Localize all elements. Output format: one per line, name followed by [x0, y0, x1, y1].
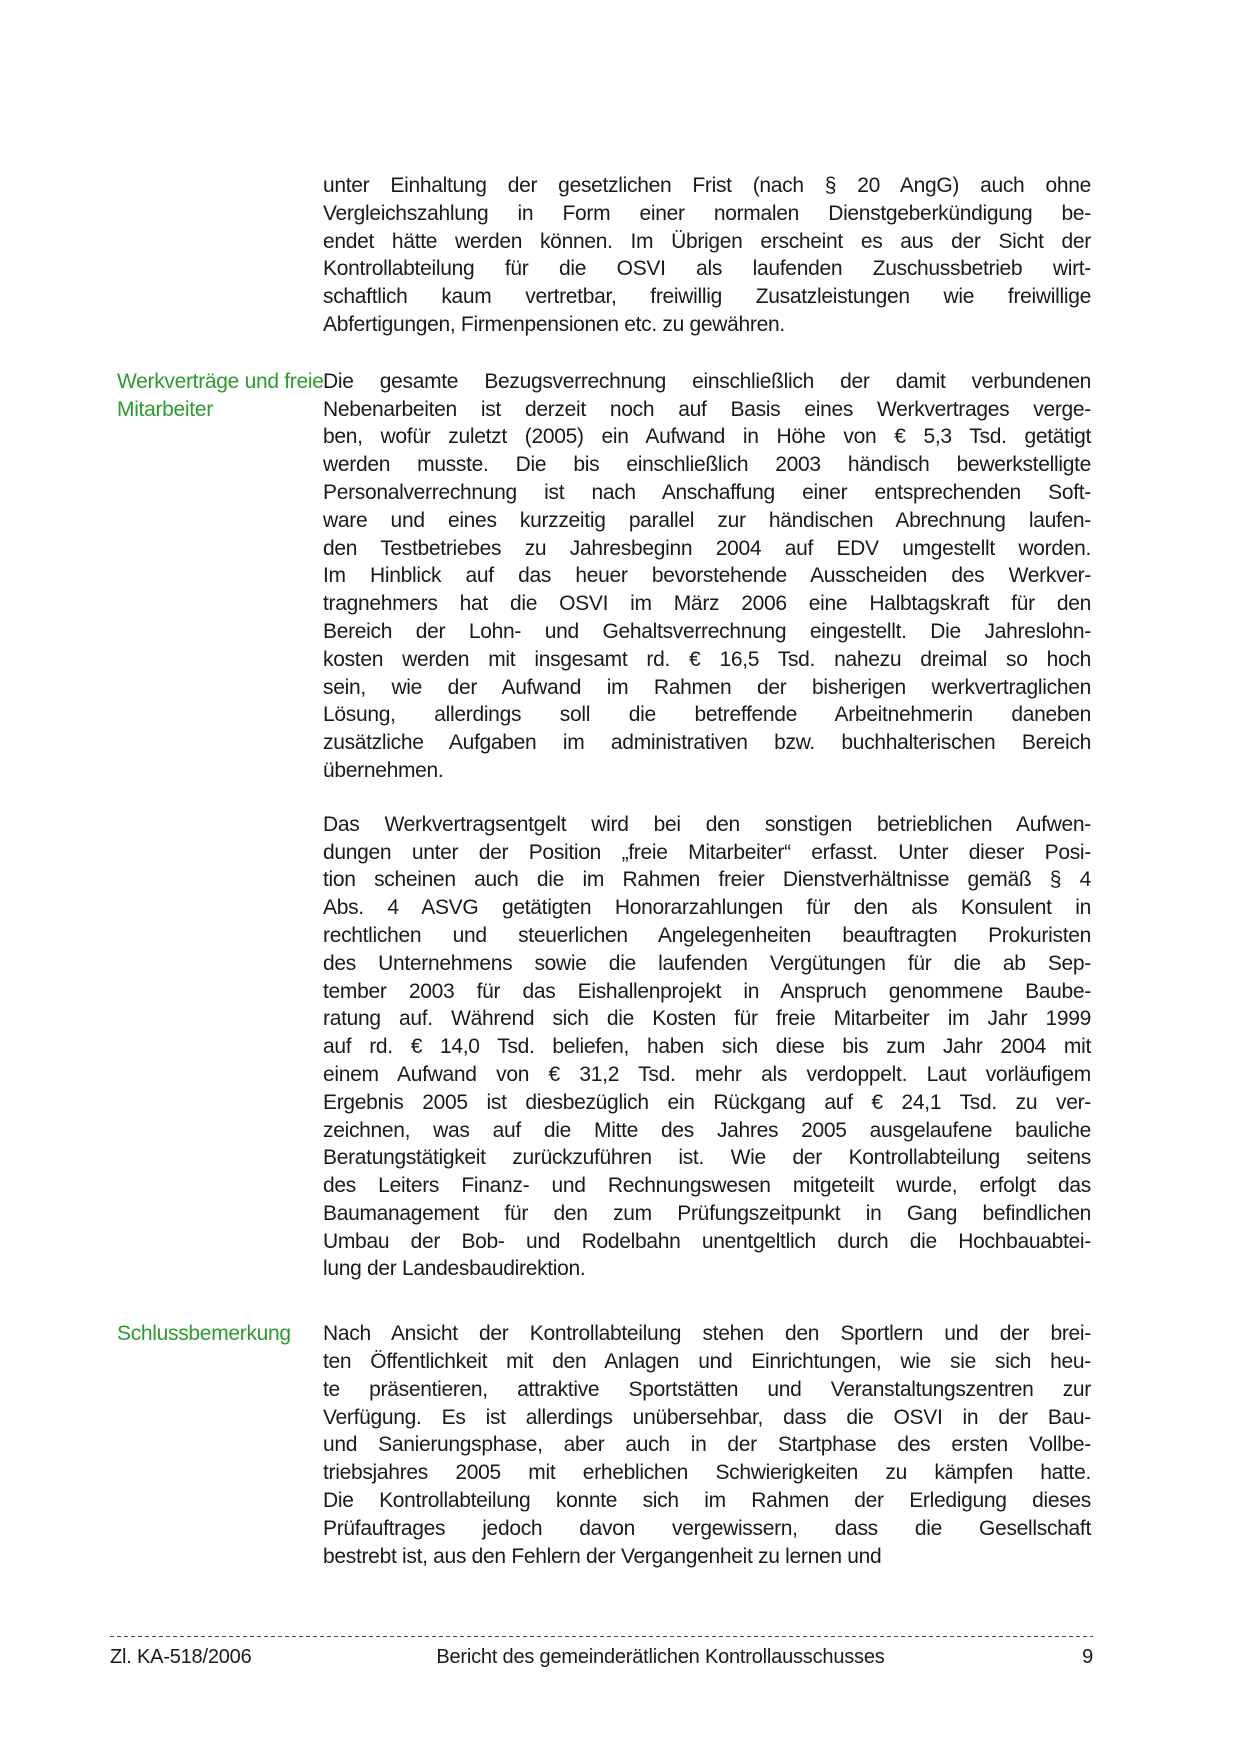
footer-page-number: 9 [1082, 1646, 1093, 1668]
text-line: lung der Landesbaudirektion. [323, 1257, 586, 1281]
text-line: triebsjahres 2005 mit erheblichen Schwierigkeiten zu kämpfen hatte. [323, 1461, 1091, 1485]
text-line: Abs. 4 ASVG getätigten Honorarzahlungen für den als Konsulent in [323, 896, 1091, 920]
text-line: Beratungstätigkeit zurückzuführen ist. Wie der Kontrollabteilung seitens [323, 1146, 1091, 1170]
text-line: endet hätte werden können. Im Übrigen erscheint es aus der Sicht der [323, 229, 1091, 253]
text-line: Vergleichszahlung in Form einer normalen Dienstgeberkündigung be- [323, 201, 1091, 225]
text-line: kosten werden mit insgesamt rd. € 16,5 Tsd. nahezu dreimal so hoch [323, 647, 1091, 671]
text-line: werden musste. Die bis einschließlich 2003 händisch bewerkstelligte [323, 453, 1091, 477]
section-row-werkvertraege-cont [117, 811, 1091, 1284]
text-line: Prüfauftrages jedoch davon vergewissern, dass die Gesellschaft [323, 1516, 1091, 1540]
text-line: tember 2003 für das Eishallenprojekt in Anspruch genommene Baube- [323, 979, 1091, 1003]
text-line: bestrebt ist, aus den Fehlern der Vergangenheit zu lernen und [323, 1544, 882, 1568]
text-line: ten Öffentlichkeit mit den Anlagen und Einrichtungen, wie sie sich heu- [323, 1350, 1091, 1374]
paragraph-intro [323, 172, 1091, 339]
text-line: ware und eines kurzzeitig parallel zur händischen Abrechnung laufen- [323, 508, 1091, 532]
text-line: Abfertigungen, Firmenpensionen etc. zu gewähren. [323, 312, 785, 336]
text-line: Personalverrechnung ist nach Anschaffung einer entsprechenden Soft- [323, 480, 1091, 504]
text-line: Bereich der Lohn- und Gehaltsverrechnung eingestellt. Die Jahreslohn- [323, 619, 1091, 643]
text-line: Die Kontrollabteilung konnte sich im Rahmen der Erledigung dieses [323, 1489, 1091, 1513]
section-row-schlussbemerkung [117, 1320, 1091, 1570]
text-line: des Leiters Finanz- und Rechnungswesen mitgeteilt wurde, erfolgt das [323, 1174, 1091, 1198]
text-line: te präsentieren, attraktive Sportstätten und Veranstaltungszentren zur [323, 1377, 1091, 1401]
text-line: Lösung, allerdings soll die betreffende Arbeitnehmerin daneben [323, 703, 1091, 727]
text-line: Ergebnis 2005 ist diesbezüglich ein Rückgang auf € 24,1 Tsd. zu ver- [323, 1090, 1091, 1114]
section-row-intro [117, 172, 1091, 339]
text-line: Schlussbemerkung [117, 1322, 291, 1346]
text-line: ratung auf. Während sich die Kosten für freie Mitarbeiter im Jahr 1999 [323, 1007, 1091, 1031]
text-line: rechtlichen und steuerlichen Angelegenheiten beauftragten Prokuristen [323, 923, 1091, 947]
text-line: den Testbetriebes zu Jahresbeginn 2004 auf EDV umgestellt worden. [323, 536, 1091, 560]
footer-title: Bericht des gemeinderätlichen Kontrollausschusses [436, 1646, 885, 1668]
text-line: einem Aufwand von € 31,2 Tsd. mehr als verdoppelt. Laut vorläufigem [323, 1062, 1091, 1086]
text-line: unter Einhaltung der gesetzlichen Frist (nach § 20 AngG) auch ohne [323, 174, 1091, 197]
text-line: Die gesamte Bezugsverrechnung einschließlich der damit verbundenen [323, 369, 1091, 393]
footer-line [110, 1645, 1093, 1669]
text-line: Nebenarbeiten ist derzeit noch auf Basis eines Werkvertrages verge- [323, 397, 1091, 421]
text-line: schaftlich kaum vertretbar, freiwillig Zusatzleistungen wie freiwillige [323, 285, 1091, 309]
text-line: tion scheinen auch die im Rahmen freier Dienstverhältnisse gemäß § 4 [323, 868, 1091, 892]
text-line: Das Werkvertragsentgelt wird bei den sonstigen betrieblichen Aufwen- [323, 812, 1091, 836]
paragraph-werkvertraege-2 [323, 811, 1091, 1284]
sidebar-label-werkvertraege [117, 368, 323, 424]
text-line: des Unternehmens sowie die laufenden Vergütungen für die ab Sep- [323, 951, 1091, 975]
dashed-separator [110, 1636, 1093, 1637]
text-line: zeichnen, was auf die Mitte des Jahres 2005 ausgelaufene bauliche [323, 1118, 1091, 1142]
text-line: Kontrollabteilung für die OSVI als laufenden Zuschussbetrieb wirt- [323, 257, 1091, 281]
text-line: Verfügung. Es ist allerdings unübersehbar, dass die OSVI in der Bau- [323, 1405, 1091, 1429]
text-line: tragnehmers hat die OSVI im März 2006 eine Halbtagskraft für den [323, 592, 1091, 616]
text-line: zusätzliche Aufgaben im administrativen bzw. buchhalterischen Bereich [323, 731, 1091, 755]
text-line: und Sanierungsphase, aber auch in der Startphase des ersten Vollbe- [323, 1433, 1091, 1457]
text-line: Werkverträge und freie [117, 369, 324, 393]
text-line: sein, wie der Aufwand im Rahmen der bisherigen werkvertraglichen [323, 675, 1091, 699]
paragraph-schlussbemerkung [323, 1320, 1091, 1570]
text-line: Umbau der Bob- und Rodelbahn unentgeltlich durch die Hochbauabtei- [323, 1229, 1091, 1253]
text-line: dungen unter der Position „freie Mitarbeiter“ erfasst. Unter dieser Posi- [323, 840, 1091, 864]
text-line: ben, wofür zuletzt (2005) ein Aufwand in Höhe von € 5,3 Tsd. getätigt [323, 425, 1091, 449]
footer-reference: Zl. KA-518/2006 [110, 1646, 252, 1668]
sidebar-label-schlussbemerkung [117, 1320, 323, 1348]
paragraph-werkvertraege-1 [323, 368, 1091, 785]
text-line: Baumanagement für den zum Prüfungszeitpunkt in Gang befindlichen [323, 1201, 1091, 1225]
text-line: auf rd. € 14,0 Tsd. beliefen, haben sich diese bis zum Jahr 2004 mit [323, 1035, 1091, 1059]
text-line: übernehmen. [323, 758, 444, 782]
section-row-werkvertraege [117, 368, 1091, 785]
text-line: Mitarbeiter [117, 397, 213, 421]
page-footer [110, 1636, 1093, 1669]
text-line: Im Hinblick auf das heuer bevorstehende Ausscheiden des Werkver- [323, 564, 1091, 588]
text-line: Nach Ansicht der Kontrollabteilung stehen den Sportlern und der brei- [323, 1322, 1091, 1346]
